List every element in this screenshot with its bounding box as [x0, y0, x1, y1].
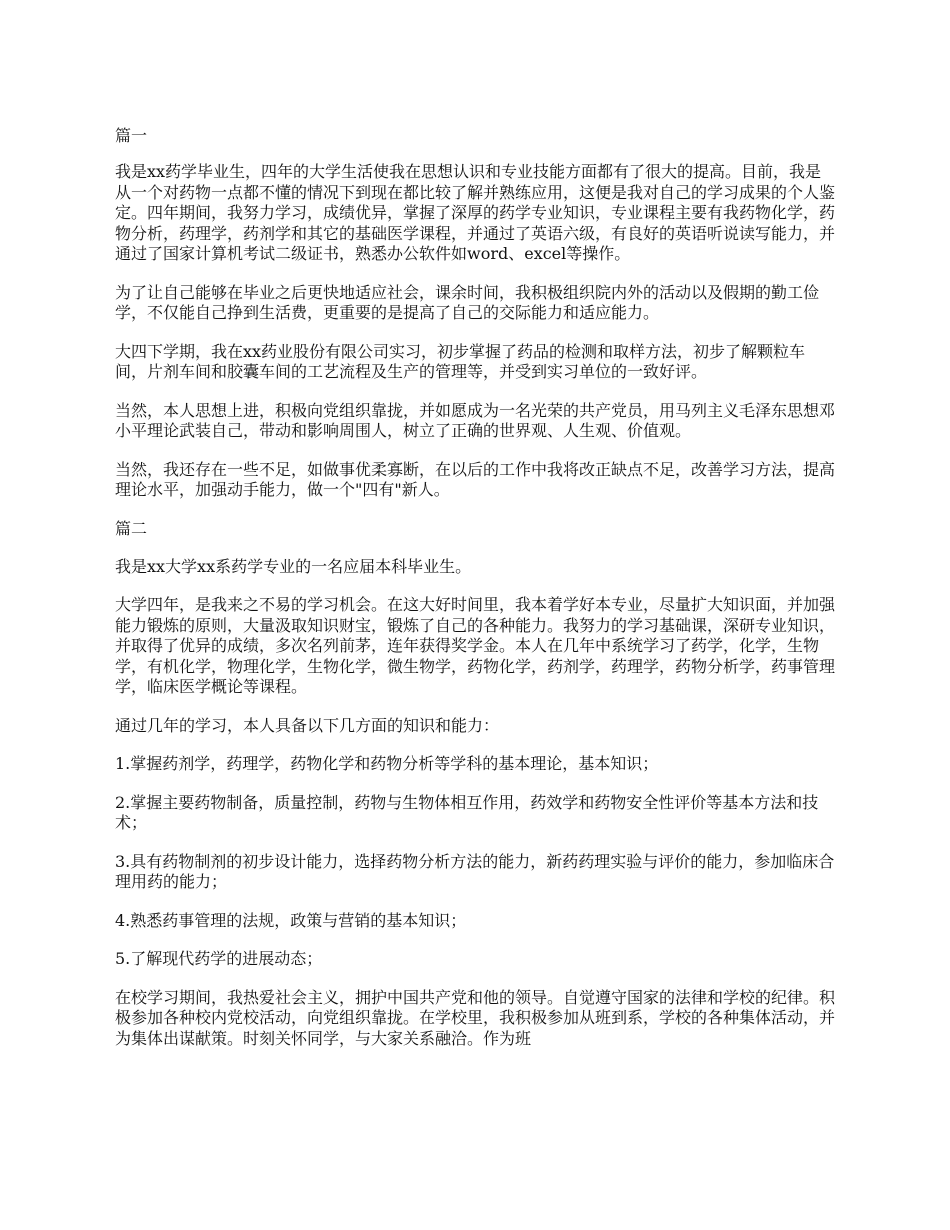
list-item-3: 3.具有药物制剂的初步设计能力，选择药物分析方法的能力，新药药理实验与评价的能力，参加临床合理用药的能力；: [115, 851, 835, 891]
paragraph-internship: 大四下学期，我在xx药业股份有限公司实习，初步掌握了药品的检测和取样方法，初步了解颗粒车间，片剂车间和胶囊车间的工艺流程及生产的管理等，并受到实习单位的一致好评。: [115, 341, 806, 381]
paragraph-abilities-lead: 通过几年的学习，本人具备以下几方面的知识和能力：: [115, 715, 500, 735]
list-item-2: 2.掌握主要药物制备，质量控制，药物与生物体相互作用，药效学和药物安全性评价等基本方法和技术；: [115, 792, 819, 832]
list-item-5: 5.了解现代药学的进展动态；: [115, 949, 323, 968]
section-heading-1: 篇一: [115, 126, 148, 145]
paragraph-intro: 我是xx药学毕业生，四年的大学生活使我在思想认识和专业技能方面都有了很大的提高。目前，我是从一个对药物一点都不懂的情况下到现在都比较了解并熟练应用，这便是我对自己的学习成果的个人鉴定。四年期间，我努力学习，成绩优异，掌握了深厚的药学专业知识，专业课程主要有我药物化学，药物分析，药理学，药剂学和其它的基础医学课程，并通过了英语六级，有良好的英语听说读写能力，并通过了国家计算机考试二级证书，熟悉办公软件如word、excel等操作。: [115, 162, 836, 263]
list-item-1: 1.掌握药剂学，药理学，药物化学和药物分析等学科的基本理论，基本知识；: [115, 754, 659, 773]
paragraph-study: 大学四年，是我来之不易的学习机会。在这大好时间里，我本着学好本专业，尽量扩大知识面，并加强能力锻炼的原则，大量汲取知识财宝，锻炼了自己的各种能力。我努力的学习基础课，深研专业知识，并取得了优异的成绩，多次名列前茅，连年获得奖学金。本人在几年中系统学习了药学，化学，生物学，有机化学，物理化学，生物化学，微生物学，药物化学，药剂学，药理学，药物分析学，药事管理学，临床医学概论等课程。: [115, 595, 836, 696]
list-item-4: 4.熟悉药事管理的法规，政策与营销的基本知识；: [115, 910, 467, 930]
document-page: [115, 126, 837, 1049]
section-heading-2: 篇二: [115, 518, 148, 538]
paragraph-shortcomings: 当然，我还存在一些不足，如做事优柔寡断，在以后的工作中我将改正缺点不足，改善学习方法，提高理论水平，加强动手能力，做一个"四有"新人。: [115, 459, 836, 499]
paragraph-self-intro: 我是xx大学xx系药学专业的一名应届本科毕业生。: [115, 556, 472, 576]
paragraph-school-life: 在校学习期间，我热爱社会主义，拥护中国共产党和他的领导。自觉遵守国家的法律和学校的纪律。积极参加各种校内党校活动，向党组织靠拢。在学校里，我积极参加从班到系，学校的各种集体活动，并为集体出谋献策。时刻关怀同学，与大家关系融洽。作为班: [115, 987, 836, 1048]
paragraph-adapt-society: 为了让自己能够在毕业之后更快地适应社会，课余时间，我积极组织院内外的活动以及假期的勤工俭学，不仅能自己挣到生活费，更重要的是提高了自己的交际能力和适应能力。: [115, 282, 820, 322]
paragraph-ideology: 当然，本人思想上进，积极向党组织靠拢，并如愿成为一名光荣的共产党员，用马列主义毛泽东思想邓小平理论武装自己，带动和影响周围人，树立了正确的世界观、人生观、价值观。: [115, 400, 836, 440]
